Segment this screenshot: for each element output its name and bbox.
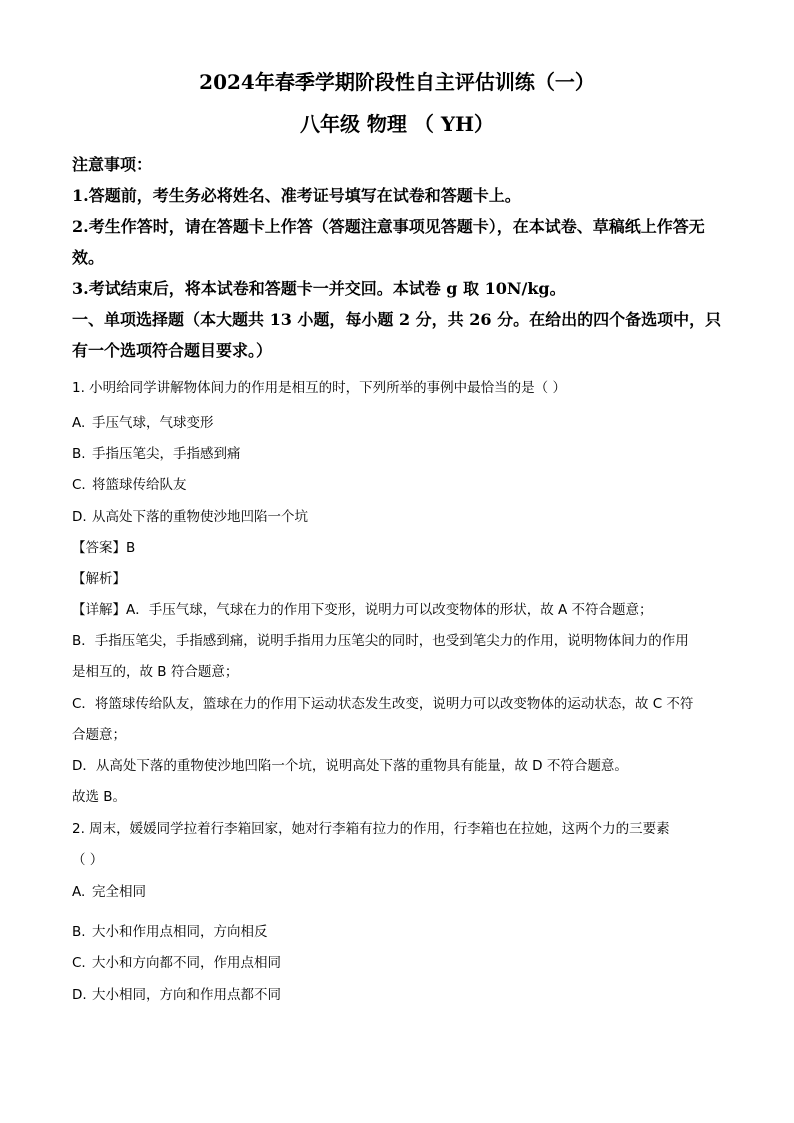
option-text: 手指压笔尖，手指感到痛	[92, 446, 241, 462]
question-1-option-d	[72, 505, 308, 525]
notes-heading: 注意事项：	[72, 155, 153, 174]
option-letter: D.	[72, 987, 87, 1003]
question-1-option-c	[72, 473, 187, 493]
question-1-conclusion: 故选 B。	[72, 789, 127, 805]
question-1-option-b	[72, 442, 241, 462]
section-1-heading-line-1: 一、单项选择题（本大题共 13 小题，每小题 2 分，共 26 分。在给出的四个备选项中，只	[72, 310, 722, 329]
option-text: 从高处下落的重物使沙地凹陷一个坑	[92, 509, 308, 525]
option-letter: C.	[72, 955, 86, 971]
question-1-detail-line-5: 合题意；	[72, 727, 126, 743]
option-text: 完全相同	[92, 884, 146, 900]
question-1-analysis-label: 【解析】	[72, 571, 126, 587]
question-1-detail-line-4: C．将篮球传给队友，篮球在力的作用下运动状态发生改变，说明力可以改变物体的运动状态，故 C 不符	[72, 696, 694, 712]
question-2-option-a	[72, 880, 146, 900]
note-item-2-line-2: 效。	[72, 248, 105, 267]
option-letter: D.	[72, 509, 87, 525]
option-letter: B.	[72, 446, 86, 462]
note-item-2-line-1: 2.考生作答时，请在答题卡上作答（答题注意事项见答题卡），在本试卷、草稿纸上作答无	[72, 217, 705, 236]
question-1-detail-line-3: 是相互的，故 B 符合题意；	[72, 664, 239, 680]
option-text: 大小和方向都不同，作用点相同	[92, 955, 281, 971]
option-text: 大小相同，方向和作用点都不同	[92, 987, 281, 1003]
option-text: 将篮球传给队友	[92, 477, 187, 493]
note-item-1: 1.答题前，考生务必将姓名、准考证号填写在试卷和答题卡上。	[72, 186, 521, 205]
question-2-option-b	[72, 920, 268, 940]
question-2-stem-line-2: （ ）	[72, 852, 104, 868]
option-letter: A.	[72, 884, 86, 900]
exam-title: 2024年春季学期阶段性自主评估训练（一）	[199, 70, 595, 94]
option-text: 手压气球，气球变形	[92, 415, 214, 431]
question-2-option-c	[72, 951, 281, 971]
option-text: 大小和作用点相同，方向相反	[92, 924, 268, 940]
option-letter: B.	[72, 924, 86, 940]
question-2-option-d	[72, 983, 281, 1003]
question-1-answer: 【答案】B	[72, 540, 136, 556]
question-1-option-a	[72, 411, 214, 431]
option-letter: C.	[72, 477, 86, 493]
question-2-stem-line-1: 2. 周末，媛媛同学拉着行李箱回家，她对行李箱有拉力的作用，行李箱也在拉她，这两个力的三要素	[72, 821, 670, 837]
option-letter: A.	[72, 415, 86, 431]
question-1-stem: 1. 小明给同学讲解物体间力的作用是相互的时，下列所举的事例中最恰当的是（ ）	[72, 380, 566, 396]
question-1-detail-line-1: 【详解】A．手压气球，气球在力的作用下变形，说明力可以改变物体的形状，故 A 不符合题意；	[72, 602, 653, 618]
exam-subtitle: 八年级 物理 （ YH）	[299, 112, 495, 136]
question-1-detail-line-6: D．从高处下落的重物使沙地凹陷一个坑，说明高处下落的重物具有能量，故 D 不符合题意。	[72, 758, 628, 774]
section-1-heading-line-2: 有一个选项符合题目要求。）	[72, 341, 273, 360]
note-item-3: 3.考试结束后，将本试卷和答题卡一并交回。本试卷 g 取 10N/kg。	[72, 279, 566, 298]
question-1-detail-line-2: B．手指压笔尖，手指感到痛，说明手指用力压笔尖的同时，也受到笔尖力的作用，说明物体间力的作用	[72, 633, 689, 649]
